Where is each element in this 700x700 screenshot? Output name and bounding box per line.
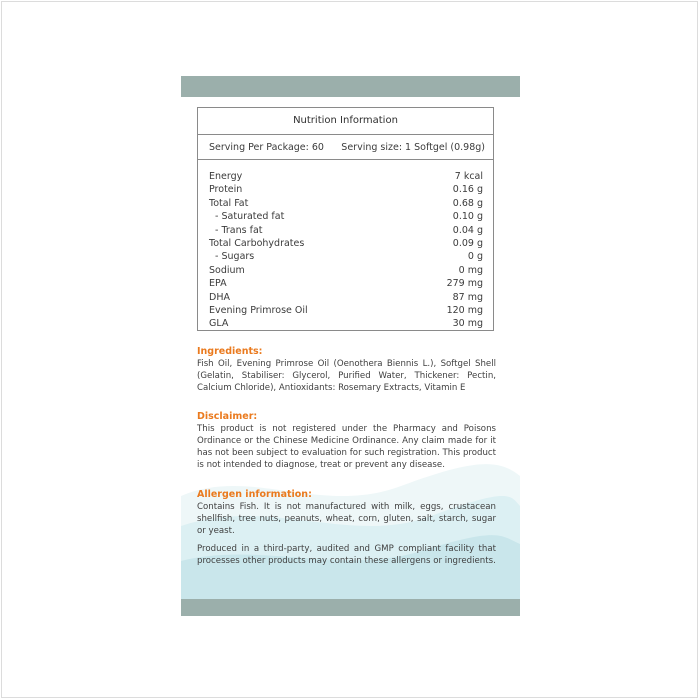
nutrient-row — [209, 224, 483, 237]
nutrient-row — [209, 317, 483, 330]
nutrient-name: - Sugars — [209, 251, 255, 263]
ingredients-heading: Ingredients: — [197, 346, 263, 357]
nutrient-name: - Trans fat — [209, 224, 263, 236]
nutrient-list — [198, 160, 493, 331]
allergen-section — [197, 489, 496, 567]
bottom-color-bar — [181, 599, 520, 616]
disclaimer-text: This product is not registered under the Pharmacy and Poisons Ordinance or the Chinese Medicine Ordinance. Any claim made for it has not been subject to evaluation for such registration. This product is not intended to diagnose, treat or prevent any disease. — [197, 424, 496, 470]
nutrient-name: Protein — [209, 184, 243, 196]
nutrient-amount: 279 mg — [446, 278, 483, 290]
nutrient-amount: 0 g — [467, 251, 483, 263]
nutrient-amount: 0.68 g — [452, 197, 483, 209]
nutrient-amount: 87 mg — [452, 291, 483, 303]
nutrition-title: Nutrition Information — [198, 108, 493, 135]
allergen-text: Contains Fish. It is not manufactured with milk, eggs, crustacean shellfish, tree nuts, peanuts, wheat, corn, gluten, salt, starch, sugar or yeast. — [197, 502, 496, 536]
allergen-heading: Allergen information: — [197, 489, 312, 500]
serving-size: Serving size: 1 Softgel (0.98g) — [341, 141, 485, 153]
ingredients-text: Fish Oil, Evening Primrose Oil (Oenothera Biennis L.), Softgel Shell (Gelatin, Stabiliser: Glycerol, Purified Water, Thickener: Pectin, Calcium Chloride), Antioxidants: Rosemary Extracts, Vitamin E — [197, 359, 496, 393]
nutrient-row — [209, 264, 483, 277]
nutrient-row — [209, 183, 483, 196]
nutrient-row — [209, 250, 483, 263]
disclaimer-heading: Disclaimer: — [197, 411, 258, 422]
nutrient-name: Evening Primrose Oil — [209, 304, 308, 316]
nutrient-name: EPA — [209, 278, 227, 290]
nutrient-amount: 0.16 g — [452, 184, 483, 196]
nutrient-name: Sodium — [209, 264, 245, 276]
product-label — [181, 76, 520, 616]
nutrient-amount: 0.10 g — [452, 211, 483, 223]
nutrient-name: Energy — [209, 171, 243, 182]
nutrient-name: - Saturated fat — [209, 211, 285, 223]
nutrient-row — [209, 197, 483, 210]
nutrient-name: GLA — [209, 318, 229, 330]
serving-per-package: Serving Per Package: 60 — [209, 141, 324, 153]
nutrient-row — [209, 291, 483, 304]
nutrient-amount: 120 mg — [446, 304, 483, 316]
ingredients-section — [197, 346, 496, 394]
nutrient-amount: 0.04 g — [452, 224, 483, 236]
top-color-bar — [181, 76, 520, 97]
nutrient-row — [209, 210, 483, 223]
nutrient-name: DHA — [209, 291, 230, 303]
nutrient-amount: 0 mg — [458, 264, 483, 276]
nutrient-row — [209, 277, 483, 290]
nutrient-amount: 30 mg — [452, 318, 483, 330]
nutrient-name: Total Carbohydrates — [209, 237, 305, 249]
serving-row — [198, 135, 493, 160]
nutrient-amount: 7 kcal — [454, 171, 483, 182]
nutrient-row — [209, 170, 483, 183]
nutrient-row — [209, 304, 483, 317]
facility-text: Produced in a third-party, audited and GMP compliant facility that processes other products may contain these allergens or ingredients. — [197, 544, 496, 566]
nutrient-amount: 0.09 g — [452, 237, 483, 249]
disclaimer-section — [197, 411, 496, 471]
nutrient-name: Total Fat — [209, 197, 249, 209]
nutrient-row — [209, 237, 483, 250]
nutrition-panel — [197, 107, 494, 331]
